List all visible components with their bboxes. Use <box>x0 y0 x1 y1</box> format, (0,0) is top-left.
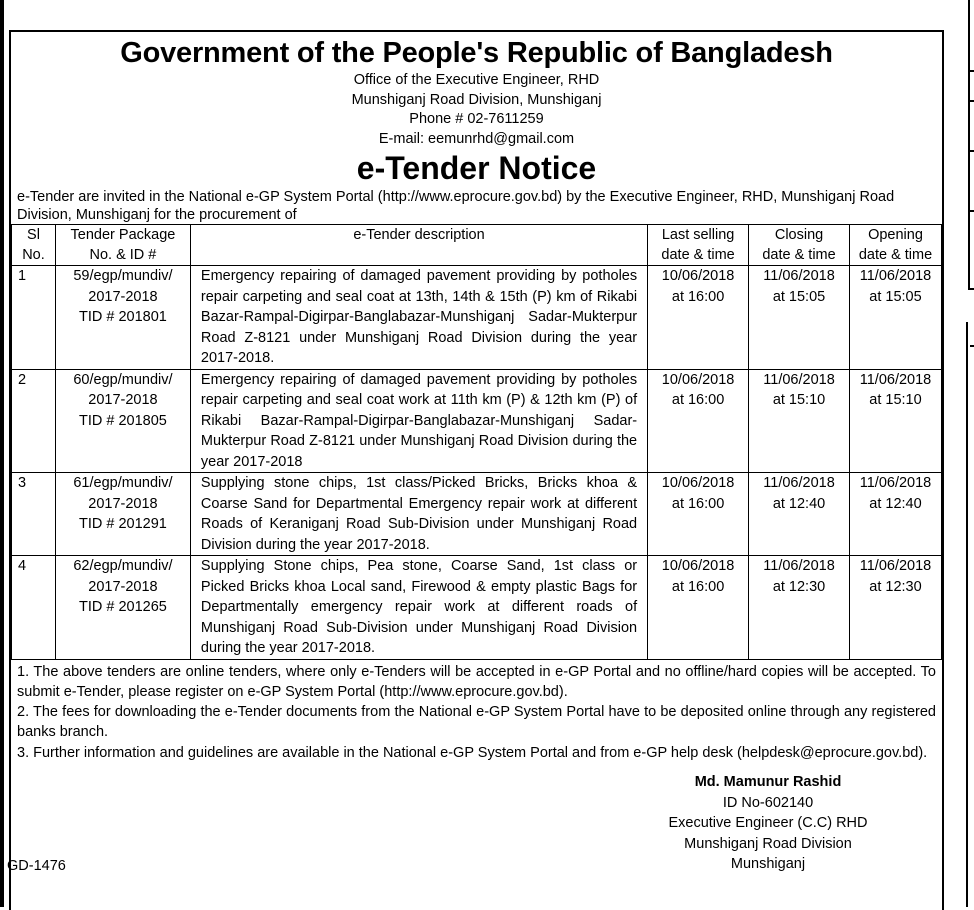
cell-description: Emergency repairing of damaged pavement providing by potholes repair carpeting and seal coat work at 11th km (P) & 12th km (P) of Rikabi Bazar-Rampal-Digirpar-Banglabazar-Munshiganj Sadar-Mukterpur Road Z-8121 under Munshiganj Road Division during the year 2017-2018 <box>190 369 647 473</box>
table-header-row <box>12 225 942 266</box>
page-edge-tick <box>968 288 974 290</box>
cell-package: 60/egp/mundiv/ 2017-2018 TID # 201805 <box>55 369 190 473</box>
cell-package: 61/egp/mundiv/ 2017-2018 TID # 201291 <box>55 473 190 556</box>
page-edge-mark <box>970 70 974 72</box>
table-row <box>12 266 942 370</box>
office-line: Office of the Executive Engineer, RHD <box>353 72 600 88</box>
division-line: Munshiganj Road Division, Munshiganj <box>351 91 602 108</box>
cell-opening: 11/06/2018 at 15:05 <box>850 266 942 370</box>
note-item: 2. The fees for downloading the e-Tender documents from the National e-GP System Portal have to be deposited online through any registered banks branch. <box>17 704 936 741</box>
signatory-id: ID No-602140 <box>722 794 814 811</box>
cell-closing: 11/06/2018 at 15:05 <box>749 266 850 370</box>
cell-description: Supplying stone chips, 1st class/Picked Bricks, Bricks khoa & Coarse Sand for Departmental Emergency repair work at different Roads of Keraniganj Road Sub-Division under Munshiganj Road Division during the year 2017-2018. <box>190 473 647 556</box>
header-selling: Last selling date & time <box>648 225 749 266</box>
table-row <box>12 473 942 556</box>
header-description: e-Tender description <box>190 225 647 266</box>
notice-header <box>11 35 942 186</box>
email-line: E-mail: eemunrhd@gmail.com <box>378 130 575 147</box>
cell-sl: 2 <box>12 369 56 473</box>
signatory-place: Munshiganj <box>730 856 806 872</box>
page-edge-left <box>0 0 4 907</box>
note-item: 1. The above tenders are online tenders, where only e-Tenders will be accepted in e-GP Portal and no offline/hard copies will be accepted. To submit e-Tender, please register on e-GP System Portal (http://www.eprocure.gov.bd). <box>17 663 936 700</box>
cell-selling: 10/06/2018 at 16:00 <box>648 369 749 473</box>
note-item: 3. Further information and guidelines are available in the National e-GP System Portal and from e-GP help desk (helpdesk@eprocure.gov.bd). <box>17 744 928 761</box>
table-row <box>12 369 942 473</box>
cell-opening: 11/06/2018 at 12:30 <box>850 556 942 660</box>
footer-code: GD-1476 <box>7 858 66 874</box>
page-edge-mark <box>970 345 974 347</box>
cell-description: Emergency repairing of damaged pavement providing by potholes repair carpeting and seal coat at 13th, 14th & 15th (P) km of Rikabi Bazar-Rampal-Digirpar-Banglabazar-Munshiganj Sadar-Mukterpur Road Z-8121 under Munshiganj Road Division during the year 2017-2018. <box>190 266 647 370</box>
tender-table <box>11 224 942 660</box>
cell-closing: 11/06/2018 at 12:30 <box>749 556 850 660</box>
cell-opening: 11/06/2018 at 12:40 <box>850 473 942 556</box>
page-edge-mark <box>970 100 974 102</box>
table-row <box>12 556 942 660</box>
notice-title: e-Tender Notice <box>356 150 597 186</box>
cell-selling: 10/06/2018 at 16:00 <box>648 266 749 370</box>
government-title: Government of the People's Republic of Bangladesh <box>120 37 833 69</box>
cell-package: 62/egp/mundiv/ 2017-2018 TID # 201265 <box>55 556 190 660</box>
page-edge-right-bottom <box>966 322 968 907</box>
page-edge-right-top <box>968 0 970 290</box>
cell-sl: 4 <box>12 556 56 660</box>
cell-closing: 11/06/2018 at 12:40 <box>749 473 850 556</box>
signatory-title: Executive Engineer (C.C) RHD <box>668 815 868 831</box>
cell-sl: 1 <box>12 266 56 370</box>
page-edge-mark <box>970 210 974 212</box>
header-sl: Sl No. <box>12 225 56 266</box>
page-edge-mark <box>970 150 974 152</box>
cell-description: Supplying Stone chips, Pea stone, Coarse Sand, 1st class or Picked Bricks khoa Local sand, Firewood & empty plastic Bags for Departmentally emergency repair work at different roads of Munshiganj Road Sub-Division under Munshiganj Road Division during the year 2017-2018. <box>190 556 647 660</box>
cell-package: 59/egp/mundiv/ 2017-2018 TID # 201801 <box>55 266 190 370</box>
cell-sl: 3 <box>12 473 56 556</box>
cell-selling: 10/06/2018 at 16:00 <box>648 473 749 556</box>
signature-block <box>632 772 904 875</box>
header-package: Tender Package No. & ID # <box>55 225 190 266</box>
cell-selling: 10/06/2018 at 16:00 <box>648 556 749 660</box>
cell-closing: 11/06/2018 at 15:10 <box>749 369 850 473</box>
cell-opening: 11/06/2018 at 15:10 <box>850 369 942 473</box>
intro-paragraph: e-Tender are invited in the National e-GP System Portal (http://www.eprocure.gov.bd) by the Executive Engineer, RHD, Munshiganj Road Division, Munshiganj for the procurement of <box>17 189 895 223</box>
phone-line: Phone # 02-7611259 <box>409 111 544 127</box>
header-closing: Closing date & time <box>749 225 850 266</box>
header-opening: Opening date & time <box>850 225 942 266</box>
signatory-division: Munshiganj Road Division <box>684 835 852 852</box>
signatory-name: Md. Mamunur Rashid <box>694 774 842 790</box>
notes-section <box>11 660 942 763</box>
